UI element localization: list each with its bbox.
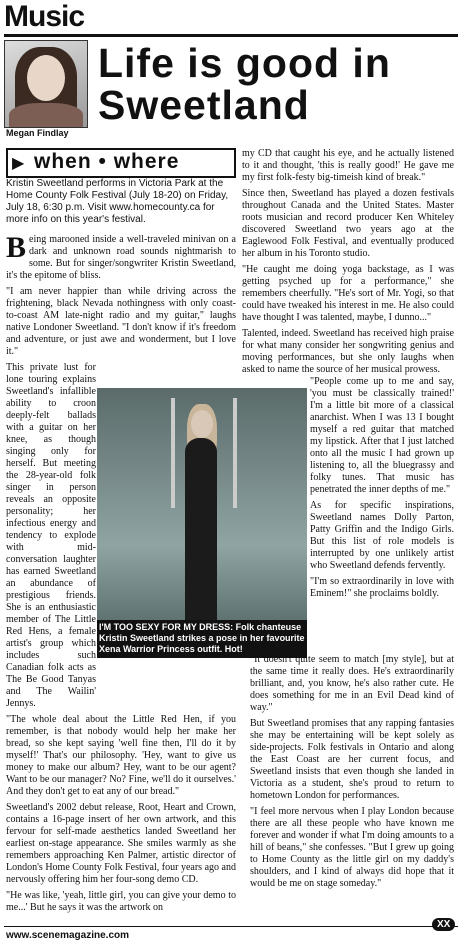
author-photo	[4, 40, 88, 128]
paragraph: Talented, indeed. Sweetland has received high praise for what many consider her songwriting genius and moving performances, but she only laughs when asked to name the source of her musical prowess.	[242, 328, 454, 375]
byline: Megan Findlay	[6, 128, 69, 138]
headline: Life is good in Sweetland	[98, 40, 391, 128]
feature-photo	[97, 388, 307, 650]
paragraph: Sweetland's 2002 debut release, Root, Heart and Crown, contains a 16-page insert of her own artwork, and this fervour for self-made aesthetics landed Sweetland her earliest on-stage appearance. She smiles warmly as she remembers approaching Ken Palmer, artistic director of London's Home County Folk Festival, four years ago and nervously offering him her four-song demo CD.	[6, 802, 236, 885]
paragraph: "I'm so extraordinarily in love with Eminem!" she proclaims boldly.	[310, 576, 454, 599]
paragraph: "It doesn't quite seem to match [my style], but at the same time it really does. He's extraordinarily brilliant, and, you know, he's also rather cute. He does something for me in an Evil Dead kind of way."	[250, 654, 454, 713]
sword-icon	[233, 398, 237, 508]
article-column-2	[242, 148, 454, 380]
drop-cap: B	[6, 231, 27, 264]
page-number: XX	[432, 918, 455, 931]
paragraph: But Sweetland promises that any rapping fantasies she may be entertaining will be kept solely as side-projects. Folk festivals in Ontario and along the East Coast are her current focus, and Sweetland insists that even though she landed in Victoria as a student, she's proud to return to hometown London for performances.	[250, 718, 454, 801]
article-column-2b	[310, 376, 454, 604]
when-where-box	[6, 148, 236, 178]
event-info: Kristin Sweetland performs in Victoria Park at the Home County Folk Festival (July 18-20) on Friday, July 18, 6:30 p.m. Visit www.homecounty.ca for more info on this year's festival.	[6, 178, 229, 225]
top-rule	[4, 34, 458, 37]
footer-url[interactable]: www.scenemagazine.com	[6, 930, 130, 941]
paragraph: "He was like, 'yeah, little girl, you can give your demo to me...' But he says it was the artwork on	[6, 890, 236, 913]
paragraph: This private lust for lone touring explains Sweetland's infallible ability to croon deeply-felt ballads with a guitar on her knee, as though singing only for herself. But meeting the 28-year-old folk singer in person reveals an opposite personality; her infectious energy and tendency to explode with mid-conversation laughter has earned Sweetland an abundance of prestigious friends. She is an enthusiastic member of The Little Red Hens, a female artist's group which includes such Canadian folk acts as The Be Good Tanyas and The Wailin' Jennys.	[6, 362, 96, 709]
arrow-icon: ▶	[12, 153, 25, 172]
photo-caption: I'M TOO SEXY FOR MY DRESS: Folk chanteuse Kristin Sweetland strikes a pose in her favourite Xena Warrior Princess outfit. Hot!	[97, 620, 307, 658]
paragraph: "People come up to me and say, 'you must be classically trained!' I'm a little bit more of a classical anarchist. When I was 13 I bought myself a red guitar that matched my lipstick. After that I just latched onto all the music I had grown up listening to, all the bluegrassy and folky tunes. That music has penetrated the inner depths of me."	[310, 376, 454, 495]
paragraph: "I feel more nervous when I play London because there are all these people who have known me forever and wonder if what I'm doing amounts to a hill of beans," she confesses. "But I grew up going to Home County as the little girl on my daddy's shoulders, and I kind of always did hope that it would be me on stage someday."	[250, 806, 454, 889]
section-label: Music	[4, 0, 85, 33]
paragraph: my CD that caught his eye, and he actually listened to it and thought, 'this is really good!' He gave me my first folk-festy big-timeish kind of break."	[242, 148, 454, 183]
paragraph: As for specific inspirations, Sweetland names Dolly Parton, Patty Griffin and the Indigo Girls. But this list of role models is interrupted by one unlikely artist who Sweetland defends fervently.	[310, 500, 454, 571]
bottom-rule	[4, 926, 458, 927]
paragraph: Since then, Sweetland has played a dozen festivals throughout Canada and the United States. Master roots musician and record producer Ken Whiteley discovered Sweetland two years ago at the Eaglewood Folk Festival, and eventually produced her album in his Toronto studio.	[242, 188, 454, 259]
sword-icon	[171, 398, 175, 508]
article-column-2c	[250, 654, 454, 894]
paragraph: "I am never happier than while driving across the frightening, black Nevada nothingness with only coast-to-coast AM late-night radio and my guitar," laughs native Londoner Sweetland. "I don't know if it's freedom and adventure, or just awe and wonderment, but I love it."	[6, 286, 236, 357]
paragraph: Being marooned inside a well-traveled minivan on a dark and unknown road sounds nightmarish to some. But for singer/songwriter Kristin Sweetland, it's the epitome of bliss.	[6, 231, 236, 281]
paragraph: "The whole deal about the Little Red Hen, if you remember, is that nobody would help her make her bread, so she kept saying 'well fine then, I'll do it by myself!' That's our philosophy. 'Hey, want to give us money to make our album? Hey, want to be our agent? Want to be our manager? No? Fine, we'll do it ourselves.' And they don't get to eat any of our bread."	[6, 714, 236, 797]
when-where-label: when • where	[34, 150, 180, 173]
paragraph: "He caught me doing yoga backstage, as I was getting psyched up for a performance," she remembers cheerfully. "He's sort of Mr. Yogi, so that could have tweaked his interest in me. He also could have thought I was talented, maybe, I dunno..."	[242, 264, 454, 323]
